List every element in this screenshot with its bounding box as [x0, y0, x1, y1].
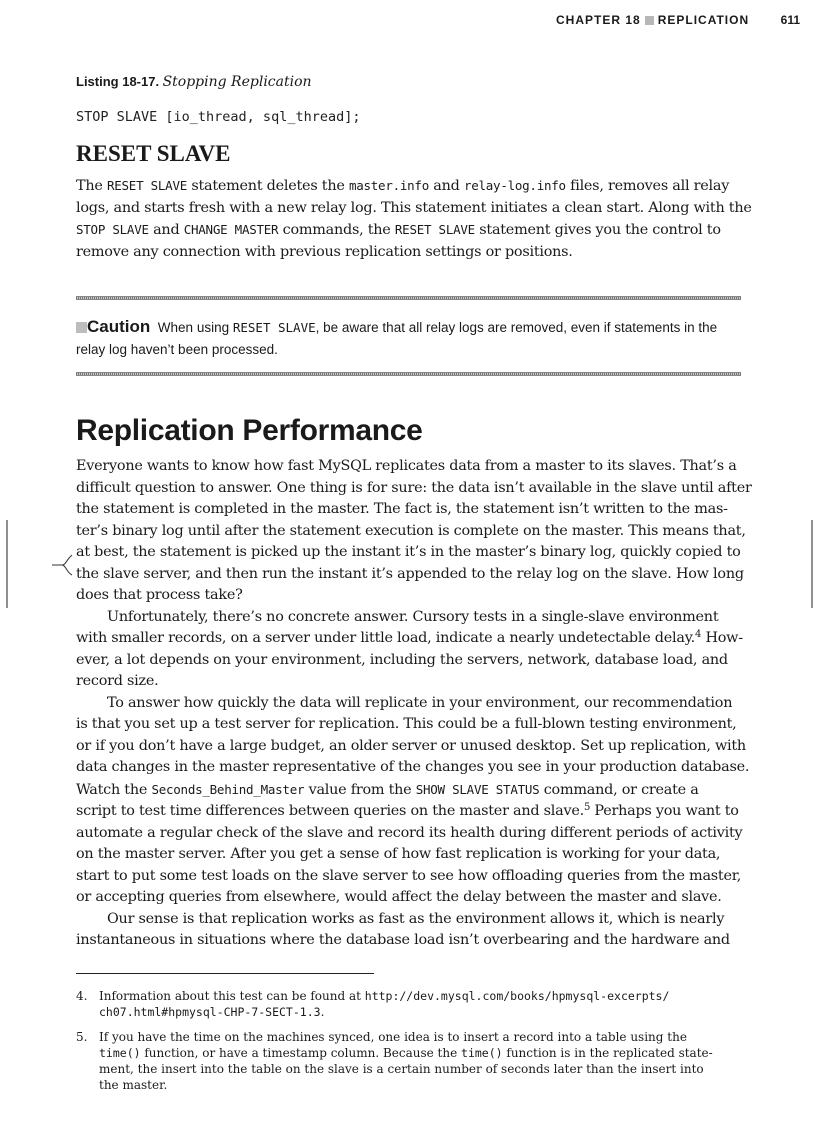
section-heading: Replication Performance [76, 414, 423, 447]
paragraph-text: Unfortunately, there’s no concrete answer. Cursory tests in a single-slave environment [107, 608, 719, 625]
inline-code: time() [99, 1046, 141, 1060]
paragraph-text: logs, and starts fresh with a new relay log. This statement initiates a clean start. Along with the [76, 199, 752, 216]
inline-code: RESET SLAVE [394, 222, 475, 237]
footnote-text: Information about this test can be found at [99, 989, 365, 1003]
caution-text: , be aware that all relay logs are removed, even if statements in the [315, 320, 718, 335]
footnote-body [99, 988, 739, 1020]
inline-code: STOP SLAVE [76, 222, 149, 237]
footnote-ref: 4 [695, 629, 702, 640]
footnote-line [99, 1045, 739, 1061]
footnote-text: the master. [99, 1078, 168, 1092]
inline-code: http://dev.mysql.com/books/hpmysql-excerpts/ [364, 989, 670, 1003]
inline-code: ch07.html#hpmysql-CHP-7-SECT-1.3 [99, 1005, 321, 1019]
paragraph-text: at best, the statement is picked up the instant it’s in the master’s binary log, quickly copied to [76, 544, 741, 560]
paragraph-text: The [76, 178, 107, 194]
footnote-line [99, 988, 739, 1004]
footnote-ref: 5 [583, 802, 591, 813]
paragraph-text: command, or create a [539, 781, 699, 798]
paragraph-text: automate a regular check of the slave and record its health during different periods of activity [76, 824, 743, 841]
paragraph-text: value from the [304, 781, 416, 798]
paragraph-text: record size. [76, 673, 159, 689]
footnote-text: . [320, 1005, 325, 1019]
caution-label: Caution [87, 317, 151, 336]
paragraph-text: and [428, 178, 464, 194]
listing-title: Stopping Replication [162, 74, 312, 90]
paragraph-text: start to put some test loads on the slave server to see how offloading queries from the master, [76, 867, 742, 884]
listing-code: STOP SLAVE [io_thread, sql_thread]; [76, 109, 361, 125]
paragraph-text: ter’s binary log until after the statement execution is complete on the master. This means that, [76, 522, 746, 539]
caution-text: When using [157, 320, 233, 335]
paragraph-text: To answer how quickly the data will replicate in your environment, our recommendation [107, 694, 733, 711]
footnote-text: If you have the time on the machines synced, one idea is to insert a record into a table using the [99, 1030, 687, 1044]
paragraph-text: script to test time differences between queries on the master and slave. [76, 803, 584, 819]
inline-code: RESET SLAVE [106, 178, 188, 193]
footnote-text: ment, the insert into the table on the slave is a certain number of seconds later than the insert into [99, 1062, 704, 1076]
paragraph-text: does that process take? [76, 587, 243, 603]
page-number: 611 [780, 13, 800, 27]
inline-code: RESET SLAVE [232, 320, 316, 335]
paragraph-text: instantaneous in situations where the database load isn’t overbearing and the hardware and [76, 932, 730, 948]
footnote-number: 5. [76, 1030, 88, 1044]
paragraph-text: is that you set up a test server for replication. This could be a full-blown testing environment, [76, 716, 737, 732]
inline-code: Seconds_Behind_Master [151, 781, 305, 797]
paragraph-text: or if you don’t have a large budget, an older server or unused desktop. Set up replication, with [76, 737, 746, 754]
paragraph-text: the statement is completed in the master. The fact is, the statement isn’t written to the mas- [76, 501, 728, 517]
paragraph-text: and [148, 222, 184, 238]
footnote-number: 4. [76, 989, 88, 1003]
paragraph-text: statement deletes the [187, 178, 349, 194]
paragraph-text: How- [701, 630, 743, 646]
crop-mark-icon [52, 555, 72, 575]
paragraph-text: Perhaps you want to [590, 803, 739, 819]
caution-text: relay log haven’t been processed. [76, 342, 278, 357]
footnote-text: function is in the replicated state- [502, 1046, 713, 1060]
paragraph-text: Everyone wants to know how fast MySQL replicates data from a master to its slaves. That’s a [76, 458, 737, 474]
paragraph-text: ever, a lot depends on your environment, including the servers, network, database load, and [76, 651, 728, 668]
paragraph-text: remove any connection with previous replication settings or positions. [76, 243, 573, 260]
footnote-line [99, 1061, 739, 1077]
footnote-line [99, 1077, 739, 1093]
paragraph-text: difficult question to answer. One thing is for sure: the data isn’t available in the slave until after [76, 479, 752, 496]
footnote-body [99, 1029, 739, 1093]
header-section-label: REPLICATION [657, 13, 750, 27]
inline-code: relay-log.info [463, 178, 566, 193]
paragraph-text: on the master server. After you get a sense of how fast replication is working for your data, [76, 846, 721, 862]
footnote-text: function, or have a timestamp column. Because the [140, 1046, 462, 1060]
footnote-rule [76, 973, 374, 974]
paragraph-text: Our sense is that replication works as fast as the environment allows it, which is nearly [107, 910, 725, 927]
paragraph-text: or accepting queries from elsewhere, would affect the delay between the master and slave. [76, 889, 722, 905]
inline-code: master.info [348, 178, 429, 193]
reset-slave-heading: RESET SLAVE [76, 141, 231, 166]
paragraph-text: files, removes all relay [565, 178, 730, 194]
paragraph-text: Watch the [76, 781, 152, 798]
header-chapter-label: CHAPTER 18 [556, 13, 641, 27]
paragraph-text: commands, the [278, 222, 395, 238]
footnote-line [99, 1029, 739, 1045]
inline-code: SHOW SLAVE STATUS [415, 781, 540, 797]
footnote-line [99, 1004, 739, 1020]
inline-code: time() [461, 1046, 503, 1060]
paragraph-text: data changes in the master representative of the changes you see in your production database. [76, 759, 750, 775]
paragraph-text: statement gives you the control to [474, 222, 721, 238]
paragraph-text: the slave server, and then run the instant it’s appended to the relay log on the slave. How long [76, 565, 744, 582]
listing-label: Listing 18-17. [76, 74, 160, 89]
inline-code: CHANGE MASTER [183, 222, 279, 237]
paragraph-text: with smaller records, on a server under little load, indicate a nearly undetectable delay. [76, 630, 695, 646]
